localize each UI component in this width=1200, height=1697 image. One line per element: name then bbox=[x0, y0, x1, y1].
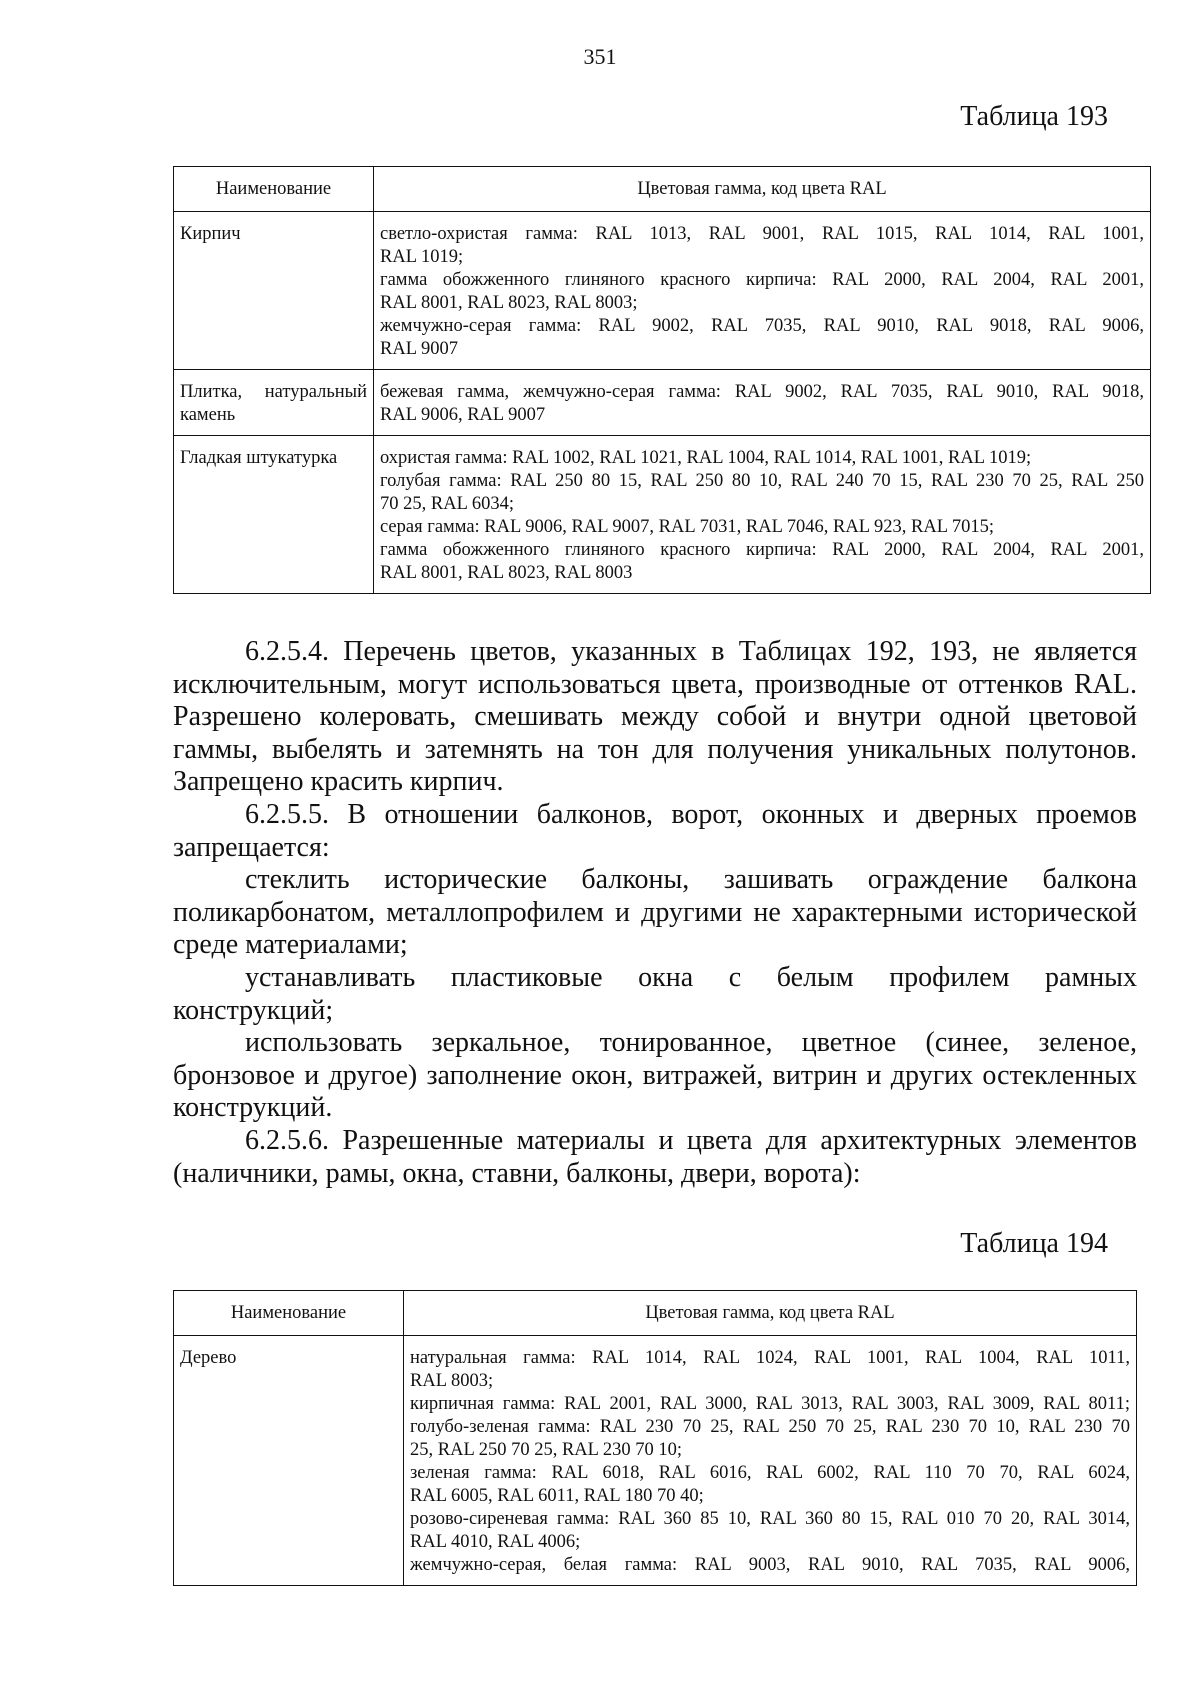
text-line: стеклить исторические балконы, зашивать ограждение балкона bbox=[245, 864, 1137, 896]
table-row bbox=[174, 436, 1151, 594]
paragraph-glazing bbox=[173, 1027, 1137, 1125]
cell-line: натуральная гамма: RAL 1014, RAL 1024, RAL 1001, RAL 1004, RAL 1011, bbox=[410, 1348, 1130, 1368]
row-name bbox=[174, 370, 374, 436]
row-colors bbox=[374, 212, 1151, 370]
text-line: исключительным, могут использоваться цвета, производные от оттенков RAL. bbox=[173, 668, 1137, 700]
text-line: конструкций; bbox=[173, 994, 334, 1026]
cell-line: 70 25, RAL 6034; bbox=[380, 494, 514, 514]
cell-line: зеленая гамма: RAL 6018, RAL 6016, RAL 6002, RAL 110 70 70, RAL 6024, bbox=[410, 1463, 1130, 1483]
cell-line: RAL 6005, RAL 6011, RAL 180 70 40; bbox=[410, 1486, 704, 1506]
text-line: 6.2.5.5. В отношении балконов, ворот, оконных и дверных проемов bbox=[245, 798, 1137, 830]
cell-line: 25, RAL 250 70 25, RAL 230 70 10; bbox=[410, 1440, 683, 1460]
row-name bbox=[174, 212, 374, 370]
header-color-range: Цветовая гамма, код цвета RAL bbox=[404, 1291, 1137, 1336]
text-line: поликарбонатом, металлопрофилем и другими не характерными исторической bbox=[173, 896, 1137, 928]
text-line: гаммы, выбелять и затемнять на тон для получения уникальных полутонов. bbox=[173, 733, 1137, 765]
cell-line: гамма обожженного глиняного красного кирпича: RAL 2000, RAL 2004, RAL 2001, bbox=[380, 540, 1144, 560]
page-number: 351 bbox=[583, 44, 617, 69]
paragraph-6-2-5-5 bbox=[173, 799, 1137, 864]
cell-line: серая гамма: RAL 9006, RAL 9007, RAL 7031, RAL 7046, RAL 923, RAL 7015; bbox=[380, 517, 995, 537]
cell-line: RAL 8001, RAL 8023, RAL 8003 bbox=[380, 563, 633, 583]
paragraph-6-2-5-6 bbox=[173, 1125, 1137, 1190]
body-text bbox=[173, 636, 1137, 1190]
cell-line: бежевая гамма, жемчужно-серая гамма: RAL 9002, RAL 7035, RAL 9010, RAL 9018, bbox=[380, 382, 1144, 402]
text-line: бронзовое и другое) заполнение окон, витражей, витрин и других остекленных bbox=[173, 1059, 1137, 1091]
row-colors bbox=[374, 436, 1151, 594]
cell-line: RAL 9006, RAL 9007 bbox=[380, 405, 546, 425]
text-line: Запрещено красить кирпич. bbox=[173, 766, 504, 798]
text-line: 6.2.5.6. Разрешенные материалы и цвета для архитектурных элементов bbox=[245, 1124, 1137, 1156]
table-header-row bbox=[174, 167, 1151, 212]
cell-line: светло-охристая гамма: RAL 1013, RAL 9001, RAL 1015, RAL 1014, RAL 1001, bbox=[380, 224, 1144, 244]
table-caption-193: Таблица 193 bbox=[960, 101, 1108, 132]
cell-line: Гладкая штукатурка bbox=[180, 448, 338, 468]
cell-line: RAL 4010, RAL 4006; bbox=[410, 1532, 581, 1552]
text-line: 6.2.5.4. Перечень цветов, указанных в Таблицах 192, 193, не является bbox=[245, 636, 1137, 667]
cell-line: жемчужно-серая гамма: RAL 9002, RAL 7035, RAL 9010, RAL 9018, RAL 9006, bbox=[380, 316, 1144, 336]
cell-line: гамма обожженного глиняного красного кирпича: RAL 2000, RAL 2004, RAL 2001, bbox=[380, 270, 1144, 290]
cell-line: RAL 1019; bbox=[380, 247, 464, 267]
text-line: использовать зеркальное, тонированное, цветное (синее, зеленое, bbox=[245, 1027, 1137, 1059]
cell-line: голубая гамма: RAL 250 80 15, RAL 250 80 10, RAL 240 70 15, RAL 230 70 25, RAL 250 bbox=[380, 471, 1144, 491]
table-caption-194: Таблица 194 bbox=[960, 1228, 1108, 1259]
cell-line: кирпичная гамма: RAL 2001, RAL 3000, RAL 3013, RAL 3003, RAL 3009, RAL 8011; bbox=[410, 1394, 1130, 1414]
table-row bbox=[174, 212, 1151, 370]
paragraph-6-2-5-4 bbox=[173, 636, 1137, 799]
text-line: запрещается: bbox=[173, 831, 330, 863]
row-name bbox=[174, 436, 374, 594]
table-193 bbox=[173, 166, 1151, 594]
text-line: конструкций. bbox=[173, 1092, 333, 1124]
paragraph-windows bbox=[173, 962, 1137, 1027]
text-line: Разрешено колеровать, смешивать между собой и внутри одной цветовой bbox=[173, 701, 1137, 733]
cell-line: голубо-зеленая гамма: RAL 230 70 25, RAL 250 70 25, RAL 230 70 10, RAL 230 70 bbox=[410, 1417, 1130, 1437]
cell-line: охристая гамма: RAL 1002, RAL 1021, RAL 1004, RAL 1014, RAL 1001, RAL 1019; bbox=[380, 448, 1032, 468]
cell-line: Кирпич bbox=[180, 224, 241, 244]
table-row bbox=[174, 370, 1151, 436]
row-name bbox=[174, 1336, 404, 1586]
paragraph-balconies bbox=[173, 864, 1137, 962]
cell-line: RAL 8003; bbox=[410, 1371, 494, 1391]
text-line: устанавливать пластиковые окна с белым профилем рамных bbox=[245, 961, 1137, 993]
header-color-range: Цветовая гамма, код цвета RAL bbox=[374, 167, 1151, 212]
table-header-row bbox=[174, 1291, 1137, 1336]
cell-line: Дерево bbox=[180, 1348, 237, 1368]
cell-line: Плитка, натуральный bbox=[180, 382, 367, 402]
table-row bbox=[174, 1336, 1137, 1586]
text-line: (наличники, рамы, окна, ставни, балконы, двери, ворота): bbox=[173, 1157, 861, 1189]
text-line: среде материалами; bbox=[173, 929, 408, 961]
cell-line: жемчужно-серая, белая гамма: RAL 9003, RAL 9010, RAL 7035, RAL 9006, bbox=[410, 1555, 1130, 1575]
cell-line: розово-сиреневая гамма: RAL 360 85 10, RAL 360 80 15, RAL 010 70 20, RAL 3014, bbox=[410, 1509, 1130, 1529]
header-name: Наименование bbox=[174, 167, 374, 212]
table-194 bbox=[173, 1290, 1137, 1586]
row-colors bbox=[404, 1336, 1137, 1586]
cell-line: камень bbox=[180, 405, 236, 425]
header-name: Наименование bbox=[174, 1291, 404, 1336]
cell-line: RAL 8001, RAL 8023, RAL 8003; bbox=[380, 293, 638, 313]
cell-line: RAL 9007 bbox=[380, 339, 458, 359]
row-colors bbox=[374, 370, 1151, 436]
